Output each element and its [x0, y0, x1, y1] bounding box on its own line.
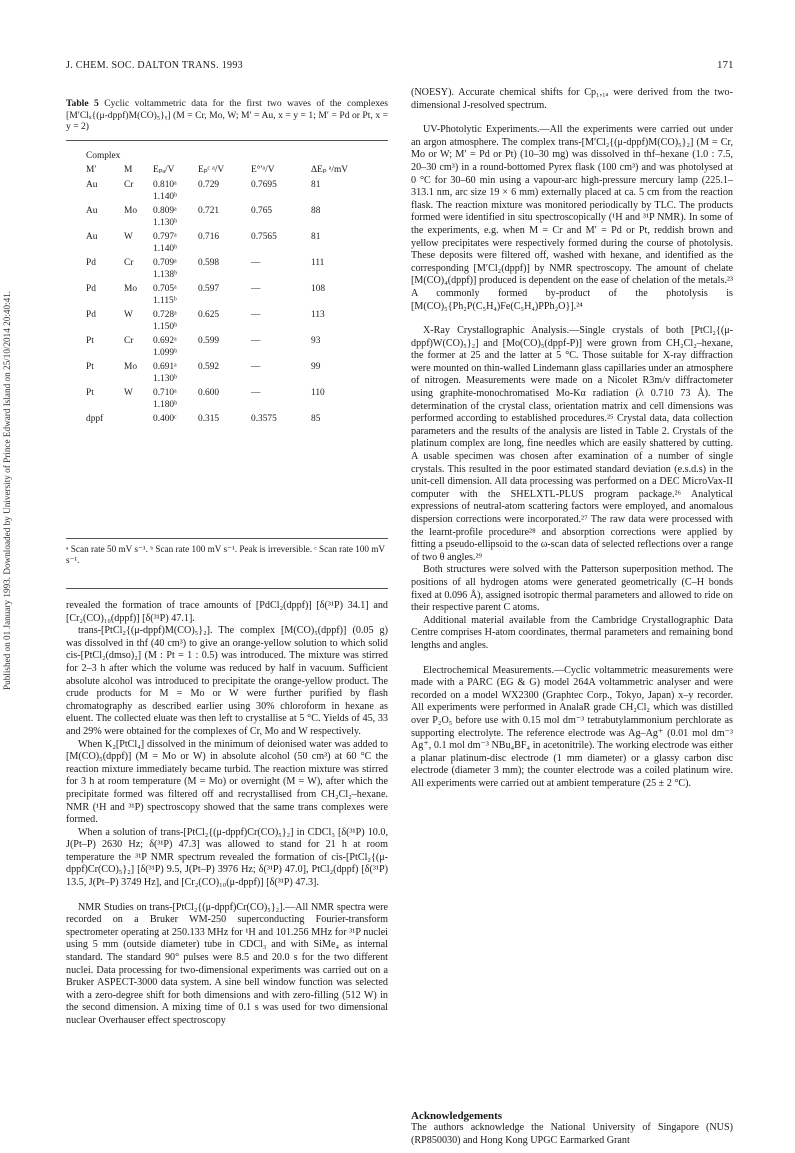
- table-cell: Au: [86, 180, 98, 190]
- table-caption-label: Table 5: [66, 98, 99, 109]
- table-row: [86, 374, 351, 386]
- table-cell: [311, 322, 351, 334]
- table-cell: 0.7695: [251, 180, 277, 190]
- right-paragraph-structures: Both structures were solved with the Patterson superposition method. The positions of all hydrogen atoms were generated geometrically (C–H bonds fixed at 0.096 Å), assigned isotropic thermal parameters and allowed to ride on their respective parent C atoms.: [411, 564, 733, 614]
- table-cell: Au: [86, 232, 98, 242]
- table-row: [86, 229, 351, 244]
- table-header-cell: ΔEₚ ᵃ/mV: [311, 164, 349, 175]
- table-cell: 1.180ᵇ: [153, 399, 177, 410]
- table-cell: —: [251, 362, 261, 372]
- table-row: [86, 385, 351, 400]
- left-paragraph-nmr-studies: NMR Studies on trans-[PtCl₂{(μ-dppf)Cr(CO)₅}₂].—All NMR spectra were recorded on a Bruker WM-250 superconducting Fourier-transform spectrometer operating at 250.133 MHz for ¹H and 101.256 MHz for ³¹P nuclei using 5 mm (outside diameter) tube in CDCl₃ and with SiMe₄ as internal standard. The standard 90° pulses were 8.5 and 20.0 s for the two different nuclei. Data processing for two-dimensional experiments was carried out on a Bruker ASPECT-3000 data system. A sine bell window function was selected with a zero-degree shift for both dimensions and with zero-filling (512 W) in the second dimension. A mixing time of 0.1 s was used for two dimensional nuclear Overhauser effect spectroscopy: [66, 901, 388, 1026]
- table-row: [86, 411, 351, 426]
- table-group-header: Complex: [86, 151, 121, 161]
- table-header-cell: Eₚᶜ ᵃ/V: [198, 164, 225, 175]
- table-cell: 0.797ᵃ: [153, 232, 177, 242]
- page-number: 171: [717, 59, 734, 71]
- table-cell: [124, 322, 153, 334]
- table-cell: 0.809ᵃ: [153, 206, 177, 216]
- table-cell: [124, 296, 153, 308]
- table-cell: [251, 322, 311, 334]
- table-cell: [124, 400, 153, 412]
- table-cell: 0.597: [198, 284, 220, 294]
- table-cell: [86, 400, 124, 412]
- table-row: [86, 218, 351, 230]
- table-cell: 99: [311, 362, 321, 372]
- table-row: [86, 348, 351, 360]
- table-cell: [311, 374, 351, 386]
- table-cell: 111: [311, 258, 325, 268]
- right-paragraph-additional-material: Additional material available from the Cambridge Crystallographic Data Centre comprises H-atom coordinates, thermal parameters and remaining bond lengths and angles.: [411, 614, 733, 651]
- table-cell: 0.716: [198, 232, 220, 242]
- table-cell: 0.599: [198, 336, 220, 346]
- table-header-cell: M: [124, 164, 133, 175]
- table-cell: W: [124, 388, 133, 398]
- table-cell: 0.691ᵃ: [153, 362, 177, 372]
- table-footnote: ᵃ Scan rate 50 mV s⁻¹. ᵇ Scan rate 100 mV s⁻¹. Peak is irreversible. ᶜ Scan rate 100 mV s⁻¹.: [66, 544, 385, 565]
- table-header-cell: M′: [86, 164, 97, 175]
- table-cell: 0.692ᵃ: [153, 336, 177, 346]
- table-cell: 0.592: [198, 362, 220, 372]
- table-cell: 0.728ᵃ: [153, 310, 177, 320]
- table-cell: 81: [311, 232, 321, 242]
- table-cell: [251, 374, 311, 386]
- table-cell: [198, 270, 251, 282]
- table-cell: [251, 192, 311, 204]
- table-cell: [251, 270, 311, 282]
- table-cell: [198, 296, 251, 308]
- table-cell: 0.709ᵃ: [153, 258, 177, 268]
- table-cell: Pd: [86, 258, 96, 268]
- table-cell: [124, 411, 153, 426]
- table-cell: [124, 270, 153, 282]
- table-end-rule: [66, 588, 388, 589]
- table-cell: [124, 348, 153, 360]
- table-cell: —: [251, 388, 261, 398]
- table-cell: [311, 244, 351, 256]
- acknowledgements-heading: Acknowledgements: [411, 1110, 503, 1122]
- table-cell: Pd: [86, 310, 96, 320]
- table-cell: 0.810ᵃ: [153, 180, 177, 190]
- table-cell: [198, 400, 251, 412]
- table-cell: 110: [311, 388, 325, 398]
- right-column: [411, 87, 733, 790]
- table-cell: 0.705ᵃ: [153, 284, 177, 294]
- table-cell: Cr: [124, 336, 134, 346]
- table-cell: 81: [311, 180, 321, 190]
- right-paragraph-electrochemical: Electrochemical Measurements.—Cyclic voltammetric measurements were made with a PARC (EG & G) model 264A voltammetric analyser and were recorded on a model WX2300 (Graphtec Corp., Tokyo, Japan) x–y recorder. All experiments were performed in AnalaR grade CH₂Cl₂ which was distilled over P₂O₅ before use with 0.15 mol dm⁻³ tetrabutylammonium perchlorate as supporting electrolyte. The reference electrode was Ag–Ag⁺ (0.01 mol dm⁻³ Ag⁺, 0.1 mol dm⁻³ NBu₄BF₄ in acetonitrile). The working electrode was either a planar platinum-disc electrode (1 mm diameter) or a glassy carbon disc electrode (diameter 3 mm); the counter electrode was a coiled platinum wire. All experiments were carried out at ambient temperature (25 ± 2 °C).: [411, 664, 733, 789]
- table-cell: 1.150ᵇ: [153, 321, 177, 332]
- table-cell: 0.765: [251, 206, 273, 216]
- table-cell: Mo: [124, 206, 138, 216]
- table-cell: [198, 218, 251, 230]
- table-cell: —: [251, 284, 261, 294]
- table-cell: W: [124, 310, 133, 320]
- left-paragraph-4: When a solution of trans-[PtCl₂{(μ-dppf)Cr(CO)₅}₂] in CDCl₃ [δ(³¹P) 10.0, J(Pt–P) 2630 Hz; δ(³¹P) 47.3] was allowed to stand for 21 h at room temperature the ³¹P NMR spectrum revealed the formation of cis-[PtCl₂{(μ-dppf)Cr(CO)₅}₂] [δ(³¹P) 9.5, J(Pt–P) 3976 Hz; δ(³¹P) 47.0], PtCl₂(dppf) [δ(³¹P) 13.5, J(Pt–P) 3749 Hz], and [Cr₂(CO)₁₀(μ-dppf)] [δ(³¹P) 47.3].: [66, 826, 388, 889]
- table-cell: [251, 296, 311, 308]
- table-row: [86, 307, 351, 322]
- table-cell: [86, 192, 124, 204]
- acknowledgements-text: The authors acknowledge the National University of Singapore (NUS) (RP850030) and Hong Kong UPGC Earmarked Grant: [411, 1122, 733, 1146]
- table-row: [86, 203, 351, 218]
- table-row: [86, 296, 351, 308]
- table-cell: [311, 192, 351, 204]
- table-cell: 0.721: [198, 206, 220, 216]
- table-cell: 1.099ᵇ: [153, 347, 177, 358]
- table-cell: 0.598: [198, 258, 220, 268]
- table-cell: —: [251, 310, 261, 320]
- table-cell: [198, 348, 251, 360]
- table-cell: 0.3575: [251, 414, 277, 424]
- table-row: [86, 359, 351, 374]
- table-row: [86, 180, 351, 192]
- table-cell: Pt: [86, 388, 94, 398]
- table-cell: Cr: [124, 180, 134, 190]
- table-cell: 85: [311, 414, 321, 424]
- table-cell: [251, 244, 311, 256]
- table-cell: [86, 244, 124, 256]
- voltammetry-table: [86, 151, 351, 426]
- left-paragraph-3: When K₂[PtCl₄] dissolved in the minimum of deionised water was added to [M(CO)₅(dppf)] (M = Mo or W) in absolute alcohol (50 cm³) at 60 °C the reaction mixture immediately became turbid. The reaction mixture was stirred for 3 h at room temperature (M = Mo) or overnight (M = W), after which the precipitate formed was filtered off and recrystallised from CH₂Cl₂–hexane. NMR (¹H and ³¹P) spectroscopy showed that the same trans complexes were formed.: [66, 738, 388, 826]
- table-cell: 1.115ᵇ: [153, 295, 177, 306]
- table-cell: 1.140ᵇ: [153, 243, 177, 254]
- table-rule-bottom: [66, 538, 388, 539]
- table-cell: [124, 192, 153, 204]
- table-cell: [86, 218, 124, 230]
- table-cell: [86, 348, 124, 360]
- table-cell: 1.138ᵇ: [153, 269, 177, 280]
- table-cell: 93: [311, 336, 321, 346]
- table-cell: 0.600: [198, 388, 220, 398]
- right-paragraph-xray: X-Ray Crystallographic Analysis.—Single crystals of both [PtCl₂{(μ-dppf)W(CO)₅}₂] and [Mo(CO)₅(dppf-P)] were grown from CH₂Cl₂–hexane, the former at 25 and the latter at 5 °C. Those suitable for X-ray diffraction were mounted on thin-walled Lindemann glass capillaries under an atmosphere of nitrogen. Measurements were made on a Nicolet R3m/v diffractometer using graphite-monochromatised Mo-Kα radiation (λ 0.710 73 Å). The determination of the crystal class, orientation matrix and cell dimensions was performed according to established procedures.²⁵ Crystal data, data collection parameters and the results of the analysis are listed in Table 2. Crystals of the platinum complex are long, fine needles which are easily shattered by cutting. A usable specimen was chosen after examination of a number of single crystals. This resulted in the poor estimated standard deviation (e.s.d.s) in the unit-cell dimension. All data processing was performed on a DEC MicroVax-II computer with the SHELXTL-PLUS program package.²⁶ Analytical expressions of neutral-atom scattering factors were employed, and anomalous dispersion corrections were incorporated.²⁷ The raw data were processed with the learnt-profile procedure²⁸ and absorption corrections were applied by fitting a pseudo-ellipsoid to the ω-scan data of selected reflections over a range of two θ angles.²⁹: [411, 325, 733, 563]
- table-cell: [198, 244, 251, 256]
- right-paragraph-1: (NOESY). Accurate chemical shifts for Cp₁,₁ₐ were derived from the two-dimensional J-resolved spectrum.: [411, 87, 733, 111]
- right-paragraph-uv-photolytic: UV-Photolytic Experiments.—All the experiments were carried out under an argon atmosphere. The complex trans-[M′Cl₂{(μ-dppf)M(CO)₅}₂] (M = Cr, Mo or W; M′ = Pd or Pt) (10–30 mg) was dissolved in thf–hexane (1.0 : 7.5, 20–30 cm³) in a round-bottomed Pyrex flask (100 cm³) and was photolysed at 0 °C for 30–60 min using a vapour-arc high-pressure mercury lamp (225.1–313.1 nm, arc size 19 × 6 mm) externally placed at ca. 5 cm from the reaction flask. The reaction mixture was monitored periodically by TLC. The products formed were identified in situ spectroscopically (¹H and ³¹P NMR). In some of the experiments, e.g. when M = Cr and M′ = Pd or Pt, reddish brown and yellow precipitates were respectively formed during the course of photolysis. These deposits were filtered off, washed with hexane, and identified as the corresponding [M′Cl₂(dppf)] by NMR spectroscopy. The amount of chelate [M(CO)₄(dppf)] produced is dependent on the ease of chelation of the metals.²³ A commonly formed by-product of the photolysis is [M(CO)₅{Ph₂P(C₅H₄)Fe(C₅H₄)PPh₂O}].²⁴: [411, 124, 733, 312]
- table-cell: [251, 348, 311, 360]
- table-header-cell: Eₚₐ/V: [153, 164, 175, 175]
- table-cell: W: [124, 232, 133, 242]
- table-cell: 0.710ᵃ: [153, 388, 177, 398]
- table-cell: 0.625: [198, 310, 220, 320]
- table-cell: [198, 374, 251, 386]
- table-cell: [86, 322, 124, 334]
- table-row: [86, 400, 351, 412]
- table-cell: —: [251, 258, 261, 268]
- table-cell: [251, 218, 311, 230]
- table-cell: [311, 400, 351, 412]
- table-cell: 1.130ᵇ: [153, 373, 177, 384]
- table-cell: 1.130ᵇ: [153, 217, 177, 228]
- running-header-journal: J. CHEM. SOC. DALTON TRANS. 1993: [66, 60, 243, 71]
- table-cell: [311, 348, 351, 360]
- table-row: [86, 281, 351, 296]
- table-rule-top: [66, 140, 388, 141]
- download-watermark: Published on 01 January 1993. Downloaded by University of Prince Edward Island on 25/10/2014 20:40:41.: [2, 290, 12, 690]
- left-paragraph-2: trans-[PtCl₂{(μ-dppf)M(CO)₅}₂]. The complex [M(CO)₅(dppf)] (0.05 g) was dissolved in thf (40 cm³) to give an orange-yellow solution to which solid cis-[PtCl₂(dmso)₂] (M : Pt = 1 : 0.5) was introduced. The mixture was stirred for 2–3 h after which the volume was reduced by half in vacuum. Sufficient absolute alcohol was introduced to precipitate the orange-yellow product. The crude products for M = Mo or W were further purified by flash chromatography as described earlier using 30% chloroform in hexane as eluent. The collected eluate was then left to crystallise at 5 °C. Yields of 45, 33 and 29% were obtained for the complexes of Cr, Mo and W respectively.: [66, 625, 388, 737]
- table-caption-text: Cyclic voltammetric data for the first two waves of the complexes [M′Clₓ{(μ-dppf)M(CO)₅}ᵧ] (M = Cr, Mo, W; M′ = Au, x = y = 1; M′ = Pd or Pt, x = y = 2): [66, 98, 388, 133]
- table-cell: —: [251, 336, 261, 346]
- table-header-cell: E°′ᵃ/V: [251, 164, 275, 175]
- table-cell: [198, 322, 251, 334]
- table-cell: [124, 374, 153, 386]
- table-cell: 113: [311, 310, 325, 320]
- table-row: [86, 192, 351, 204]
- table-cell: [311, 270, 351, 282]
- table-cell: Mo: [124, 362, 138, 372]
- table-row: [86, 322, 351, 334]
- table-cell: [311, 218, 351, 230]
- left-paragraph-1: revealed the formation of trace amounts of [PdCl₂(dppf)] [δ(³¹P) 34.1] and [Cr₂(CO)₁₀(dppf)] [δ(³¹P) 47.1].: [66, 600, 388, 624]
- table-cell: [311, 296, 351, 308]
- table-cell: 0.7565: [251, 232, 277, 242]
- table-cell: 88: [311, 206, 321, 216]
- table-cell: 0.315: [198, 414, 220, 424]
- table-cell: 108: [311, 284, 326, 294]
- table-cell: 0.400ᶜ: [153, 414, 177, 424]
- table-cell: Cr: [124, 258, 134, 268]
- table-cell: [124, 218, 153, 230]
- table-cell: Pt: [86, 336, 94, 346]
- table-cell: [86, 374, 124, 386]
- left-column: [66, 600, 388, 1028]
- table-cell: 0.729: [198, 180, 220, 190]
- table-cell: Au: [86, 206, 98, 216]
- table-row: [86, 270, 351, 282]
- table-row: [86, 333, 351, 348]
- table-cell: [86, 296, 124, 308]
- table-cell: Pd: [86, 284, 96, 294]
- table-cell: [86, 270, 124, 282]
- table-caption: [66, 98, 388, 133]
- table-cell: [124, 244, 153, 256]
- table-cell: dppf: [86, 414, 104, 424]
- table-row: [86, 255, 351, 270]
- table-row: [86, 244, 351, 256]
- table-header-row: [86, 165, 351, 181]
- table-cell: Pt: [86, 362, 94, 372]
- table-cell: [251, 400, 311, 412]
- table-cell: 1.140ᵇ: [153, 191, 177, 202]
- table-cell: [198, 192, 251, 204]
- table-cell: Mo: [124, 284, 138, 294]
